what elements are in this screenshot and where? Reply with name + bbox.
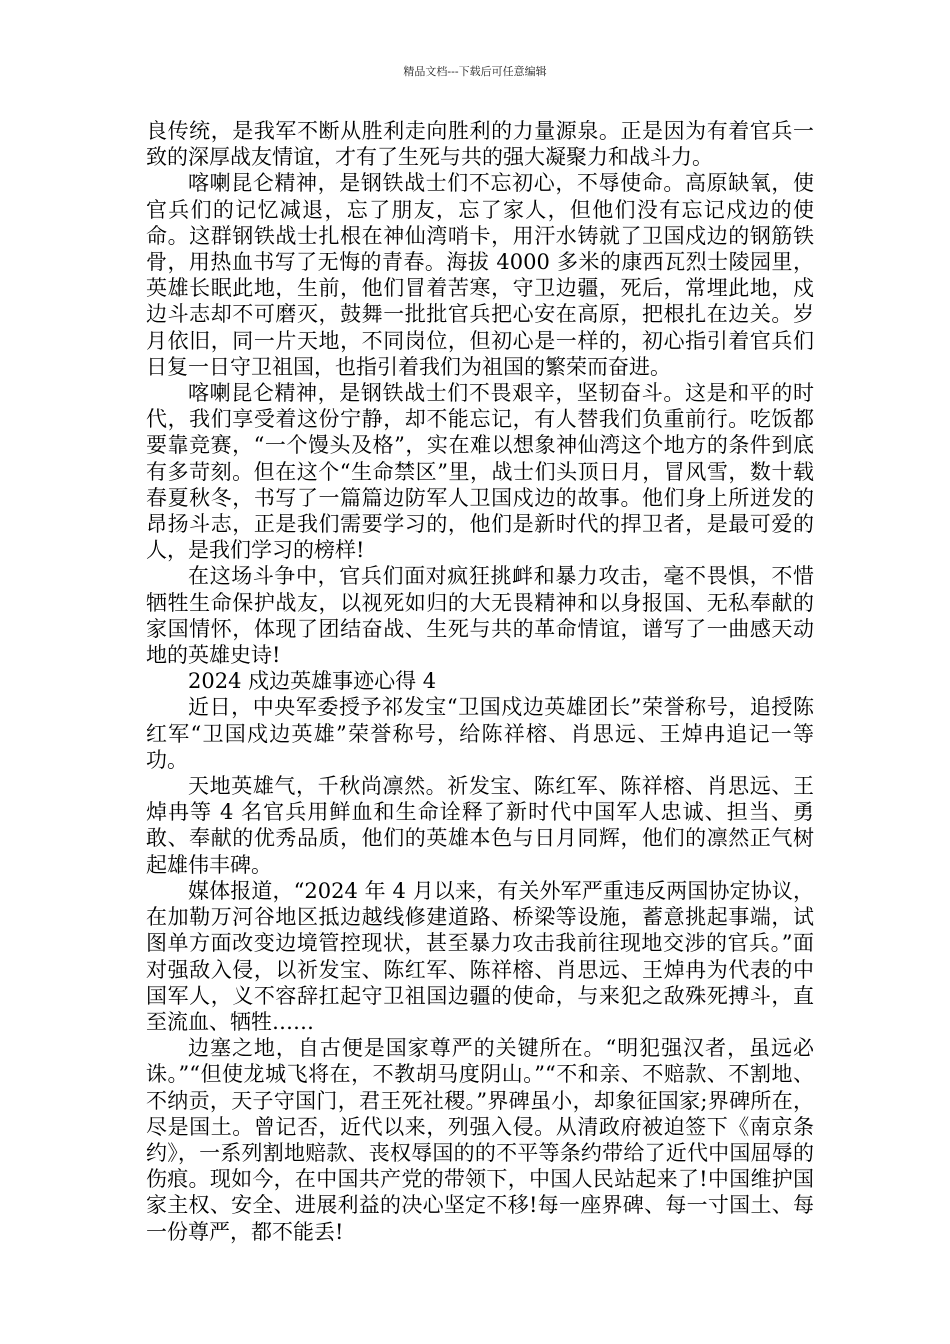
paragraph: 喀喇昆仑精神，是钢铁战士们不忘初心，不辱使命。高原缺氧，使官兵们的记忆减退，忘了朋友，忘了家人，但他们没有忘记戍边的使命。这群钢铁战士扎根在神仙湾哨卡，用汗水铸就了卫国戍边的钢筋铁骨，用热血书写了无悔的青春。海拔 4000 多米的康西瓦烈士陵园里，英雄长眠此地，生前，他们冒着苦寒，守卫边疆，死后，常埋此地，戍边斗志却不可磨灭，鼓舞一批批官兵把心安在高原，把根扎在边关。岁月依旧，同一片天地，不同岗位，但初心是一样的，初心指引着官兵们日复一日守卫祖国，也指引着我们为祖国的繁荣而奋进。 [146, 171, 814, 379]
paragraph: 边塞之地，自古便是国家尊严的关键所在。“明犯强汉者，虽远必诛。”“但使龙城飞将在，不教胡马度阴山。”“不和亲、不赔款、不割地、不纳贡，天子守国门，君王死社稷。”界碑虽小，却象征国家;界碑所在，尽是国土。曾记否，近代以来，列强入侵。从清政府被迫签下《南京条约》，一系列割地赔款、丧权辱国的的不平等条约带给了近代中国屈辱的伤痕。现如今，在中国共产党的带领下，中国人民站起来了!中国维护国家主权、安全、进展利益的决心坚定不移!每一座界碑、每一寸国土、每一份尊严，都不能丢! [146, 1036, 814, 1244]
paragraph: 良传统，是我军不断从胜利走向胜利的力量源泉。正是因为有着官兵一致的深厚战友情谊，才有了生死与共的强大凝聚力和战斗力。 [146, 119, 814, 170]
paragraph: 喀喇昆仑精神，是钢铁战士们不畏艰辛，坚韧奋斗。这是和平的时代，我们享受着这份宁静，却不能忘记，有人替我们负重前行。吃饭都要靠竞赛，“一个馒头及格”，实在难以想象神仙湾这个地方的条件到底有多苛刻。但在这个“生命禁区”里，战士们头顶日月，冒风雪，数十载春夏秋冬，书写了一篇篇边防军人卫国戍边的故事。他们身上所迸发的昂扬斗志，正是我们需要学习的，他们是新时代的捍卫者，是最可爱的人，是我们学习的榜样! [146, 381, 814, 563]
section-heading: 2024 戍边英雄事迹心得 4 [188, 669, 437, 694]
document-body [146, 118, 814, 1245]
paragraph: 在这场斗争中，官兵们面对疯狂挑衅和暴力攻击，毫不畏惧，不惜牺牲生命保护战友，以视死如归的大无畏精神和以身报国、无私奉献的家国情怀，体现了团结奋战、生死与共的革命情谊，谱写了一曲感天动地的英雄史诗! [146, 564, 814, 668]
paragraph: 近日，中央军委授予祁发宝“卫国戍边英雄团长”荣誉称号，追授陈红军“卫国戍边英雄”荣誉称号，给陈祥榕、肖思远、王焯冉追记一等功。 [146, 695, 814, 772]
paragraph: 媒体报道，“2024 年 4 月以来，有关外军严重违反两国协定协议，在加勒万河谷地区抵边越线修建道路、桥梁等设施，蓄意挑起事端，试图单方面改变边境管控现状，甚至暴力攻击我前往现地交涉的官兵。”面对强敌入侵，以祈发宝、陈红军、陈祥榕、肖思远、王焯冉为代表的中国军人，义不容辞扛起守卫祖国边疆的使命，与来犯之敌殊死搏斗，直至流血、牺牲…… [146, 878, 814, 1034]
paragraph: 天地英雄气，千秋尚凛然。祈发宝、陈红军、陈祥榕、肖思远、王焯冉等 4 名官兵用鲜血和生命诠释了新时代中国军人忠诚、担当、勇敢、奉献的优秀品质，他们的英雄本色与日月同辉，他们的凛然正气树起雄伟丰碑。 [146, 774, 814, 877]
page-header: 精品文档---下载后可任意编辑 [403, 65, 547, 78]
